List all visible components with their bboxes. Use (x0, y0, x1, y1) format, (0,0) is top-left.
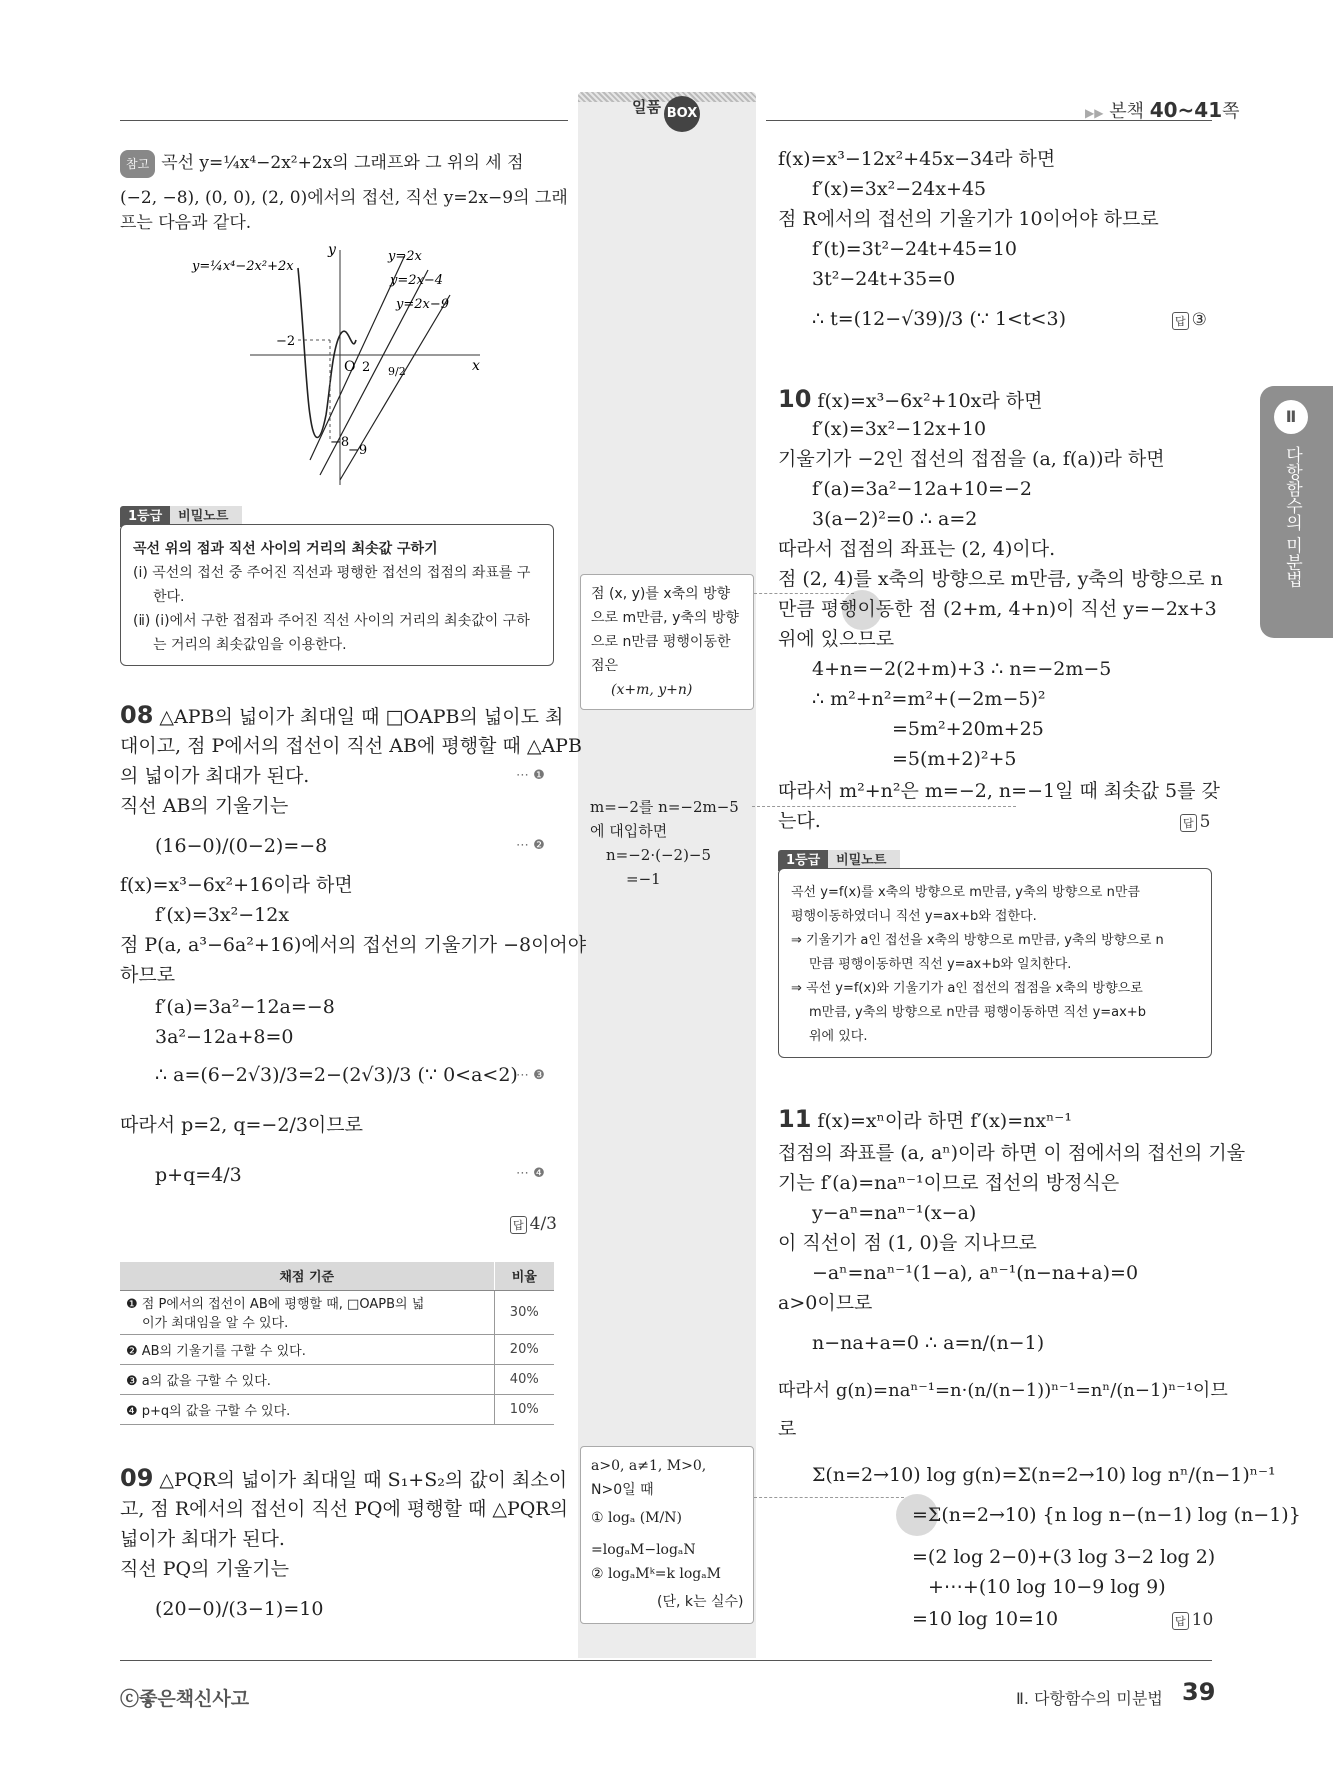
p09-line: (20−0)/(3−1)=10 (155, 1598, 324, 1620)
step-marker-4: ⋯ ❹ (516, 1166, 545, 1181)
tick-neg2: −2 (276, 334, 296, 349)
origin-label: O (344, 359, 356, 375)
p11-line: +⋯+(10 log 10−9 log 9) (928, 1576, 1166, 1598)
secret-note-1-tab: 1등급 비밀노트 (120, 505, 242, 524)
note-line-2: (−2, −8), (0, 0), (2, 0)에서의 접선, 직선 y=2x−9의 그래 (120, 188, 568, 208)
right-top-line: 점 R에서의 접선의 기울기가 10이어야 하므로 (778, 208, 1159, 230)
p10-line: 10 f(x)=x³−6x²+10x라 하면 (778, 385, 1043, 413)
p11-line: =(2 log 2−0)+(3 log 3−2 log 2) (912, 1546, 1216, 1568)
page-number: 39 (1182, 1678, 1216, 1706)
p08-line: 직선 AB의 기울기는 (120, 795, 289, 817)
right-top-line: f′(x)=3x²−24x+45 (812, 178, 987, 200)
p11-line: 따라서 g(n)=naⁿ⁻¹=n·(n/(n−1))ⁿ⁻¹=nⁿ/(n−1)ⁿ⁻¹이므 (778, 1380, 1228, 1401)
grading-header-ratio: 비율 (494, 1262, 554, 1290)
secret-note-1-line: (ⅰ) 곡선의 접선 중 주어진 직선과 평행한 접선의 접점의 좌표를 구 (133, 565, 531, 581)
p08-line: p+q=4/3 (155, 1164, 242, 1186)
tick-neg8: −8 (330, 435, 350, 450)
chapter-number: Ⅱ (1274, 400, 1308, 434)
box-tab (578, 92, 756, 102)
line1-label: y=2x (388, 249, 422, 264)
p08-line: f′(a)=3a²−12a=−8 (155, 996, 335, 1018)
right-top-line: f′(t)=3t²−24t+45=10 (812, 238, 1017, 260)
x-axis-label: x (472, 358, 480, 374)
footer-chapter: Ⅱ. 다항함수의 미분법 (1016, 1689, 1163, 1708)
box-label: 일품 (632, 98, 661, 116)
footer-rule (120, 1660, 1212, 1661)
tick-9-2: 9/2 (388, 365, 406, 378)
p10-line: =5m²+20m+25 (892, 718, 1044, 740)
p09-line: 넓이가 최대가 된다. (120, 1528, 285, 1550)
secret-note-2: 곡선 y=f(x)를 x축의 방향으로 m만큼, y축의 방향으로 n만큼 평행이동하였더니 직선 y=ax+b와 접한다. ⇒ 기울기가 a인 접선을 x축의 방향으로 m만큼, y축의 방향으로 n 만큼 평행이동하면 직선 y=ax+b와 일치한다. ⇒ 곡선 y=f(x)와 기울기가 a인 접선의 접점을 x축의 방향으로 m만큼, y축의 방향으로 n만큼 평행이동하면 직선 y=ax+b 위에 있다. (778, 868, 1212, 1058)
p11-number: 11 (778, 1105, 812, 1133)
right-top-line: f(x)=x³−12x²+45x−34라 하면 (778, 148, 1056, 170)
tick-2: 2 (362, 360, 371, 375)
p11-line: Σ(n=2→10) log g(n)=Σ(n=2→10) log nⁿ/(n−1)ⁿ⁻¹ (812, 1464, 1276, 1486)
curve-label: y=¼x⁴−2x²+2x (192, 259, 294, 274)
p11-line: =Σ(n=2→10) {n log n−(n−1) log (n−1)} (912, 1504, 1301, 1526)
p08-line: 점 P(a, a³−6a²+16)에서의 접선의 기울기가 −8이어야 (120, 934, 587, 956)
p10-line: 위에 있으므로 (778, 628, 895, 650)
note-tag: 참고 (120, 150, 155, 178)
secret-note-1-line: 한다. (153, 589, 185, 605)
secret-note-2-tab: 1등급 비밀노트 (778, 849, 900, 868)
grading-header-criteria: 채점 기준 (120, 1262, 494, 1290)
p09-number: 09 (120, 1464, 154, 1492)
p10-line: 만큼 평행이동한 점 (2+m, 4+n)이 직선 y=−2x+3 (778, 598, 1217, 620)
p10-answer: 답 5 (1180, 812, 1210, 832)
p11-line: n−na+a=0 ∴ a=n/(n−1) (812, 1332, 1045, 1354)
secret-note-1-title: 곡선 위의 점과 직선 사이의 거리의 최솟값 구하기 (133, 541, 438, 557)
grading-row: ❷ AB의 기울기를 구할 수 있다. 20% (120, 1334, 554, 1364)
p11-line: 11 f(x)=xⁿ이라 하면 f′(x)=nxⁿ⁻¹ (778, 1105, 1072, 1133)
connector-3 (754, 1497, 904, 1498)
tick-neg9: −9 (348, 443, 368, 458)
p11-answer: 답 10 (1172, 1610, 1213, 1630)
side-column-strip (578, 100, 756, 1658)
p10-line: 점 (2, 4)를 x축의 방향으로 m만큼, y축의 방향으로 n (778, 568, 1223, 590)
p08-line: (16−0)/(0−2)=−8 (155, 835, 328, 857)
p11-line: =10 log 10=10 (912, 1608, 1059, 1630)
curve (298, 268, 356, 438)
p08-line: 08 △APB의 넓이가 최대일 때 □OAPB의 넓이도 최 (120, 701, 564, 729)
p10-number: 10 (778, 385, 812, 413)
step-marker-3: ⋯ ❸ (516, 1068, 545, 1083)
secret-note-1-line: (ⅱ) (ⅰ)에서 구한 접점과 주어진 직선 사이의 거리의 최솟값이 구하 (133, 613, 530, 629)
p08-line: ∴ a=(6−2√3)/3=2−(2√3)/3 (∵ 0<a<2) (155, 1064, 518, 1086)
p08-line: f(x)=x³−6x²+16이라 하면 (120, 874, 353, 896)
p11-line: y−aⁿ=naⁿ⁻¹(x−a) (812, 1202, 977, 1224)
chapter-title: 다항함수의 미분법 (1282, 446, 1302, 588)
grading-header (120, 1262, 554, 1290)
note-line-1: 참고 곡선 y=¼x⁴−2x²+2x의 그래프와 그 위의 세 점 (120, 150, 524, 178)
p08-line: f′(x)=3x²−12x (155, 904, 290, 926)
connector-2 (752, 806, 1016, 807)
p08-line: 하므로 (120, 964, 176, 986)
p10-line: =5(m+2)²+5 (892, 748, 1017, 770)
tangent-graph (180, 240, 500, 490)
page-reference: ▶▶ 본책 40~41쪽 (1085, 98, 1240, 122)
right-top-line: 3t²−24t+35=0 (812, 268, 956, 290)
side-box-log: a>0, a≠1, M>0, N>0일 때 ① logₐ (M/N) =logₐM−logₐN ② logₐMᵏ=k logₐM (단, k는 실수) (580, 1446, 754, 1624)
line2-label: y=2x−4 (390, 273, 444, 288)
p08-number: 08 (120, 701, 154, 729)
publisher: ⓒ좋은책신사고 (120, 1688, 250, 1710)
step-marker-2: ⋯ ❷ (516, 838, 545, 853)
step-marker-1: ⋯ ❶ (516, 768, 545, 783)
p09-line: 고, 점 R에서의 접선이 직선 PQ에 평행할 때 △PQR의 (120, 1498, 568, 1520)
grading-table (120, 1262, 554, 1425)
p08-line: 의 넓이가 최대가 된다. (120, 765, 310, 787)
line3-label: y=2x−9 (396, 297, 450, 312)
p08-answer: 답 4/3 (510, 1214, 557, 1234)
secret-note-1 (120, 524, 554, 666)
p10-line: 4+n=−2(2+m)+3 ∴ n=−2m−5 (812, 658, 1112, 680)
p11-line: −aⁿ=naⁿ⁻¹(1−a), aⁿ⁻¹(n−na+a)=0 (812, 1262, 1139, 1284)
connector-1 (754, 593, 854, 594)
p10-line: f′(x)=3x²−12x+10 (812, 418, 987, 440)
right-top-line: ∴ t=(12−√39)/3 (∵ 1<t<3) (812, 308, 1067, 330)
p10-line: 3(a−2)²=0 ∴ a=2 (812, 508, 978, 530)
p09-line: 09 △PQR의 넓이가 최대일 때 S₁+S₂의 값이 최소이 (120, 1464, 568, 1492)
p10-line: 따라서 접점의 좌표는 (2, 4)이다. (778, 538, 1056, 560)
p08-line: 따라서 p=2, q=−2/3이므로 (120, 1114, 363, 1136)
p11-line: 기는 f′(a)=naⁿ⁻¹이므로 접선의 방정식은 (778, 1172, 1120, 1194)
p11-line: a>0이므로 (778, 1292, 873, 1314)
y-axis-label: y (328, 242, 336, 258)
right-top-answer: 답 ③ (1172, 310, 1207, 330)
side-box-translation: 점 (x, y)를 x축의 방향 으로 m만큼, y축의 방향 으로 n만큼 평행이동한 점은 (x+m, y+n) (580, 574, 754, 710)
p11-line: 이 직선이 점 (1, 0)을 지나므로 (778, 1232, 1037, 1254)
chapter-tab[interactable] (1260, 386, 1333, 638)
box-badge: BOX (664, 96, 700, 132)
grading-row: ❶ 점 P에서의 접선이 AB에 평행할 때, □OAPB의 넓 이가 최대임을 알 수 있다. 30% (120, 1290, 554, 1334)
header-rule-left (120, 120, 568, 121)
arrow-icon: ▶▶ (1085, 106, 1104, 120)
p08-line: 대이고, 점 P에서의 접선이 직선 AB에 평행할 때 △APB (120, 735, 582, 757)
p10-line: 따라서 m²+n²은 m=−2, n=−1일 때 최솟값 5를 갖 (778, 780, 1220, 802)
p10-line: f′(a)=3a²−12a+10=−2 (812, 478, 1032, 500)
secret-note-1-line: 는 거리의 최솟값임을 이용한다. (153, 637, 347, 653)
p10-line: 기울기가 −2인 접선의 접점을 (a, f(a))라 하면 (778, 448, 1165, 470)
p11-line: 접점의 좌표를 (a, aⁿ)이라 하면 이 점에서의 접선의 기울 (778, 1142, 1246, 1164)
p09-line: 직선 PQ의 기울기는 (120, 1558, 289, 1580)
p10-line: 는다. (778, 810, 821, 832)
p08-line: 3a²−12a+8=0 (155, 1026, 294, 1048)
p10-line: ∴ m²+n²=m²+(−2m−5)² (812, 688, 1046, 710)
p11-line: 로 (778, 1418, 797, 1440)
grading-row: ❹ p+q의 값을 구할 수 있다. 10% (120, 1394, 554, 1424)
grading-row: ❸ a의 값을 구할 수 있다. 40% (120, 1364, 554, 1394)
note-line-3: 프는 다음과 같다. (120, 213, 252, 233)
